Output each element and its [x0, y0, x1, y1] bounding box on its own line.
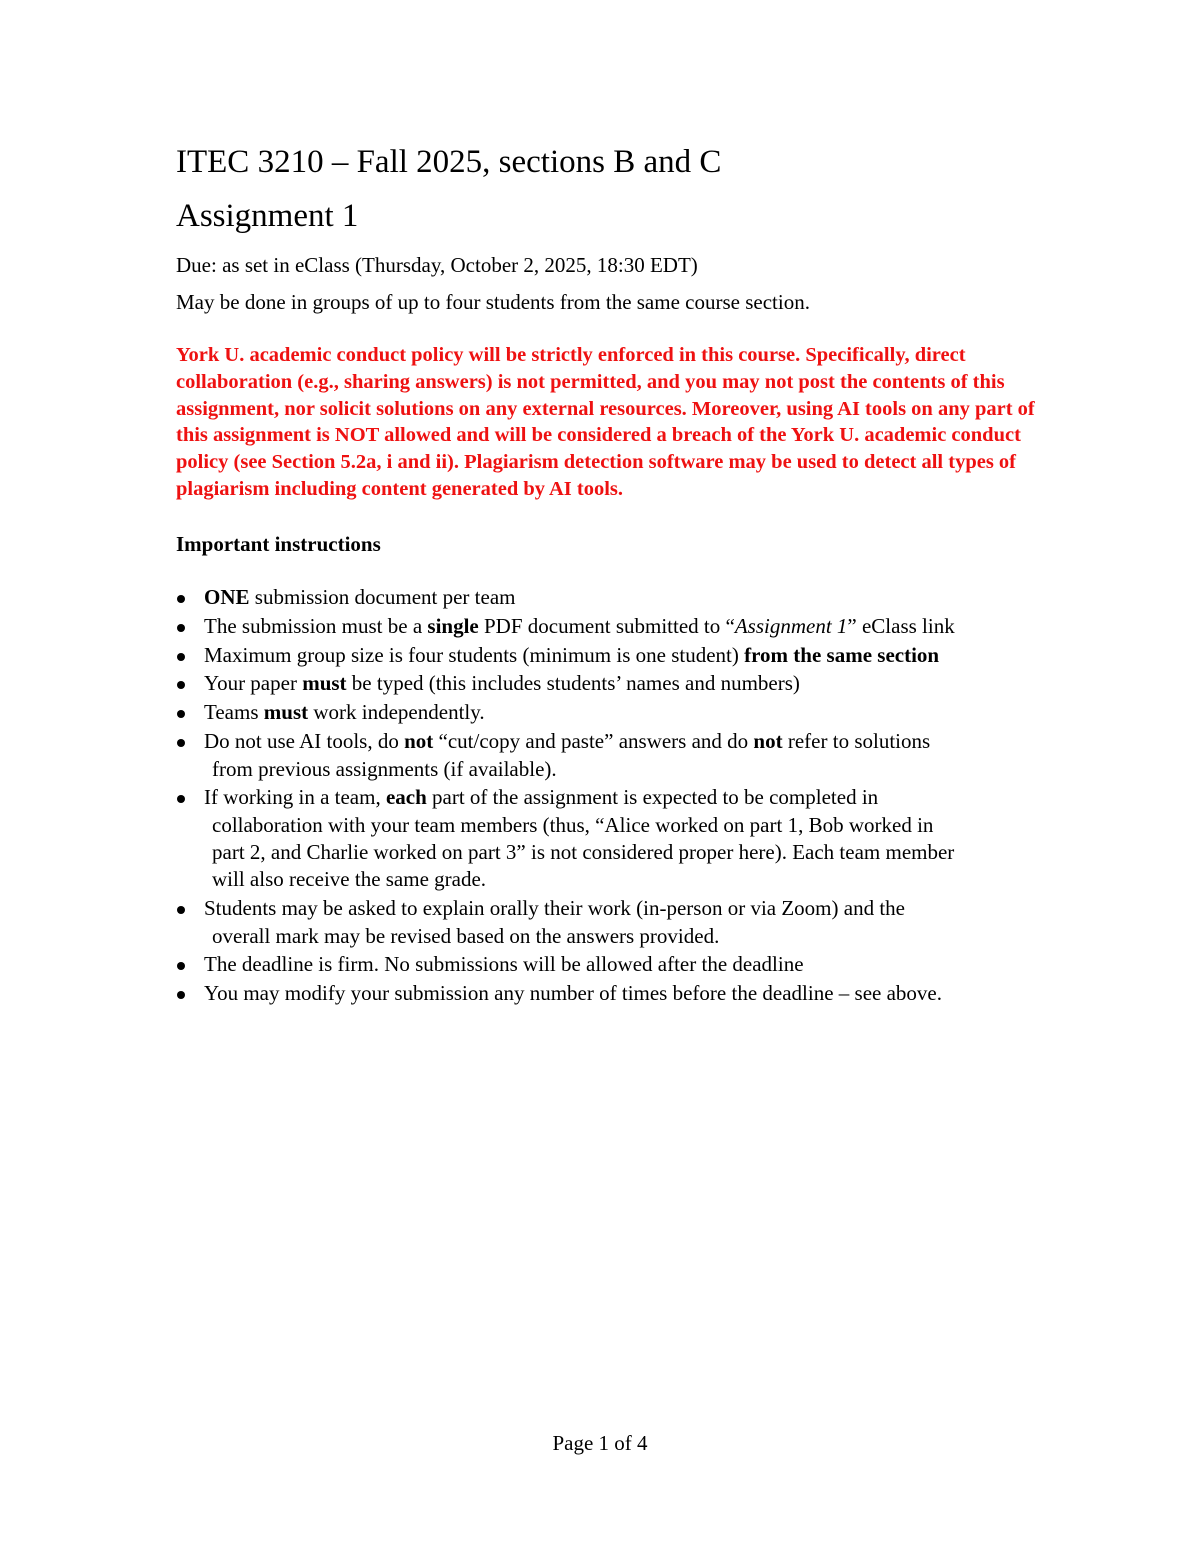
- emphasis-text: not: [753, 729, 783, 754]
- list-item: [176, 613, 1056, 640]
- document-body: [176, 140, 1056, 1009]
- emphasis-text: must: [302, 671, 347, 696]
- group-info-line: May be done in groups of up to four students from the same course section.: [176, 290, 810, 314]
- list-item: [176, 951, 1056, 978]
- item-text: PDF document submitted to “: [478, 613, 735, 638]
- list-item: [176, 670, 1056, 697]
- item-text: refer to solutions: [782, 729, 931, 754]
- list-item: [176, 699, 1056, 726]
- item-text: You may modify your submission any number of times before the deadline – see above.: [204, 981, 942, 1006]
- item-text: be typed (this includes students’ names and numbers): [346, 671, 800, 696]
- item-text: The submission must be a: [204, 613, 428, 638]
- item-continuation: overall mark may be revised based on the answers provided.: [212, 923, 720, 948]
- due-date-line: Due: as set in eClass (Thursday, October 2, 2025, 18:30 EDT): [176, 253, 698, 277]
- document-subtitle: Assignment 1: [176, 198, 359, 234]
- item-text: submission document per team: [249, 584, 516, 609]
- list-item: [176, 784, 1056, 893]
- list-item: [176, 980, 1056, 1007]
- bullet-icon: [177, 739, 185, 747]
- list-item: [176, 895, 1056, 950]
- list-item: [176, 642, 1056, 669]
- bullet-icon: [177, 991, 185, 999]
- item-continuation: part 2, and Charlie worked on part 3” is not considered proper here). Each team member: [212, 840, 955, 865]
- emphasis-text: single: [427, 613, 479, 638]
- instructions-list: [176, 584, 1056, 1008]
- instructions-heading: Important instructions: [176, 531, 381, 556]
- page-number: Page 1 of 4: [552, 1431, 648, 1455]
- emphasis-text: must: [263, 700, 309, 725]
- item-text: Teams: [204, 700, 264, 725]
- item-text: Do not use AI tools, do: [204, 729, 405, 754]
- item-text: work independently.: [308, 700, 485, 725]
- item-text: Maximum group size is four students (minimum is one student): [204, 642, 745, 667]
- bullet-icon: [177, 653, 185, 661]
- bullet-icon: [177, 595, 185, 603]
- bullet-icon: [177, 624, 185, 632]
- item-continuation: will also receive the same grade.: [212, 867, 487, 892]
- emphasis-text: ONE: [204, 584, 250, 609]
- item-text: The deadline is firm. No submissions will be allowed after the deadline: [204, 952, 804, 977]
- emphasis-text: from the same section: [744, 642, 940, 667]
- list-item: [176, 584, 1056, 611]
- item-text: Students may be asked to explain orally their work (in-person or via Zoom) and the: [204, 896, 905, 921]
- bullet-icon: [177, 962, 185, 970]
- item-text: Your paper: [204, 671, 303, 696]
- academic-policy-warning: York U. academic conduct policy will be strictly enforced in this course. Specifically, direct collaboration (e.g., sharing answers) is not permitted, and you may not post the contents of this assignment, nor solicit solutions on any external resources. Moreover, using AI tools on any part of this assignment is NOT allowed and will be considered a breach of the York U. academic conduct policy (see Section 5.2a, i and ii). Plagiarism detection software may be used to detect all types of plagiarism including content generated by AI tools.: [176, 344, 1035, 500]
- italic-text: Assignment 1: [734, 613, 848, 638]
- document-title: ITEC 3210 – Fall 2025, sections B and C: [176, 144, 722, 180]
- item-continuation: from previous assignments (if available).: [212, 756, 557, 781]
- emphasis-text: not: [404, 729, 434, 754]
- item-text: If working in a team,: [204, 785, 386, 810]
- bullet-icon: [177, 681, 185, 689]
- bullet-icon: [177, 906, 185, 914]
- bullet-icon: [177, 795, 185, 803]
- list-item: [176, 728, 1056, 783]
- emphasis-text: each: [385, 785, 427, 810]
- item-text: “cut/copy and paste” answers and do: [433, 729, 754, 754]
- item-continuation: collaboration with your team members (thus, “Alice worked on part 1, Bob worked in: [212, 812, 934, 837]
- item-text: ” eClass link: [847, 613, 955, 638]
- item-text: part of the assignment is expected to be completed in: [426, 785, 879, 810]
- bullet-icon: [177, 710, 185, 718]
